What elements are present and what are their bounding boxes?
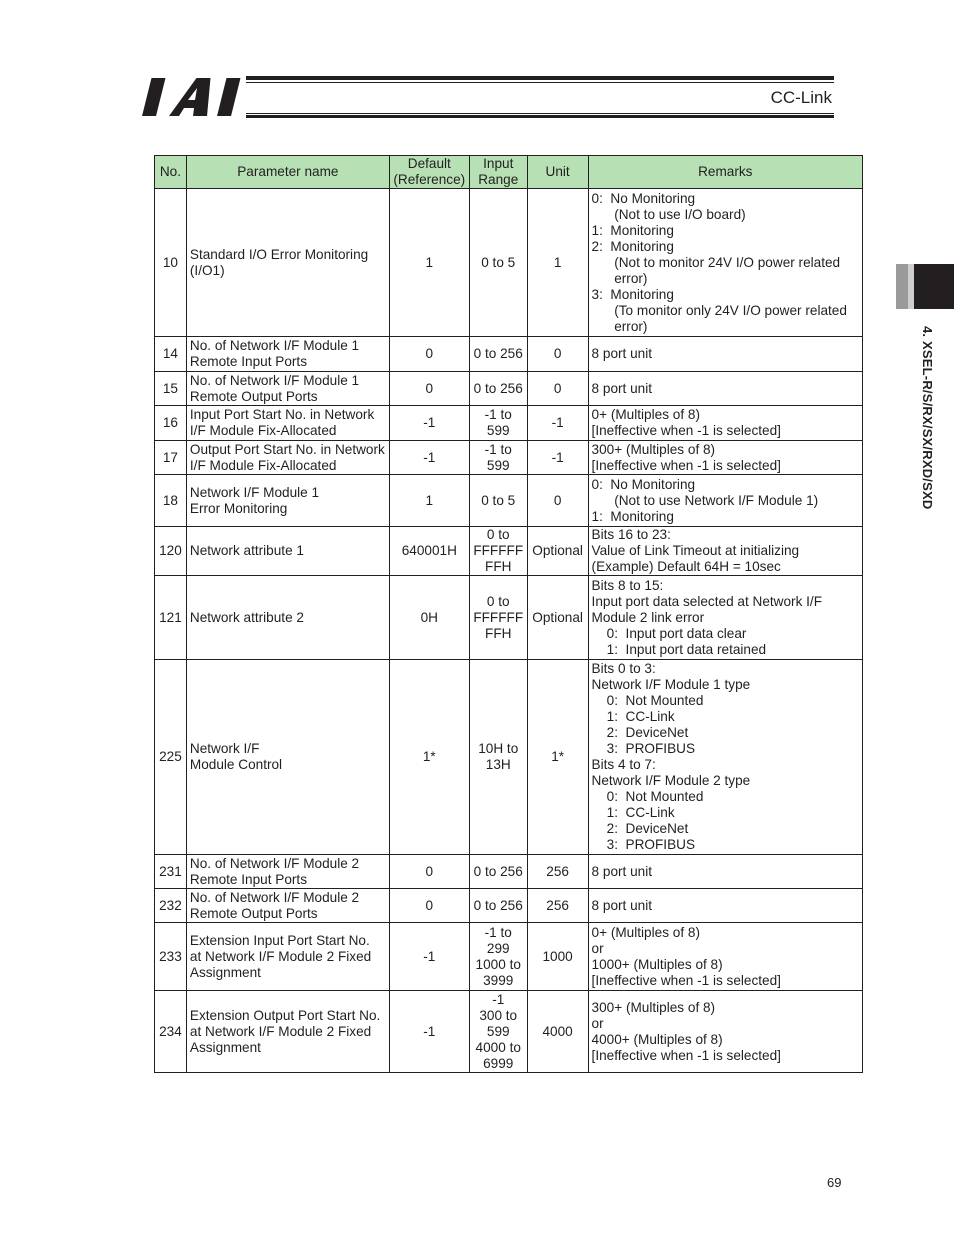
cell-remarks (588, 372, 862, 406)
cell-input-range-line: 0 to 256 (473, 897, 523, 913)
cell-input-range-line: -1 to (484, 441, 512, 457)
cell-remarks-line: Bits 16 to 23: (591, 527, 671, 542)
cell-remarks-line: or (591, 1015, 604, 1031)
cell-input-range-line: 13H (485, 757, 511, 772)
cell-input-range-line: 0 to 256 (473, 863, 523, 879)
cell-no: 15 (155, 372, 187, 406)
cell-parameter-name (186, 991, 389, 1073)
cell-input-range (469, 889, 527, 923)
cell-unit (527, 660, 588, 855)
cell-remarks-line: (To monitor only 24V I/O power related (591, 302, 847, 318)
cell-no: 232 (155, 889, 187, 923)
cell-input-range-line: 0 to 5 (481, 492, 516, 508)
cell-parameter-name-line: Module Control (189, 757, 283, 772)
cell-remarks-line: Value of Link Timeout at initializing (591, 543, 800, 558)
cell-input-range-line: FFFFFF (473, 609, 524, 625)
cell-default (389, 337, 469, 372)
cell-remarks-line: [Ineffective when -1 is selected] (591, 1047, 781, 1063)
cell-remarks (588, 991, 862, 1073)
table-header-row (155, 156, 863, 189)
cell-remarks-line: 2: DeviceNet (591, 725, 689, 740)
cell-remarks-line: (Not to monitor 24V I/O power related (591, 254, 841, 270)
cell-remarks-line: Input port data selected at Network I/F (591, 593, 823, 609)
cell-no: 225 (155, 660, 187, 855)
cell-remarks-line: [Ineffective when -1 is selected] (591, 972, 781, 988)
table-row (155, 527, 863, 576)
cell-no: 121 (155, 576, 187, 660)
cell-remarks-line: 1: CC-Link (591, 709, 675, 724)
cell-remarks-line: Bits 4 to 7: (591, 757, 656, 772)
cell-input-range-line: 599 (486, 457, 510, 473)
cell-input-range (469, 991, 527, 1073)
cell-default (389, 660, 469, 855)
table-row (155, 923, 863, 991)
cell-parameter-name (186, 889, 389, 923)
cell-remarks-line: 300+ (Multiples of 8) (591, 999, 716, 1015)
chapter-tab-label: 4. XSEL-R/S/RX/SX/RXD/SXD (920, 326, 935, 510)
page-number: 69 (827, 1175, 842, 1190)
cell-input-range-line: 0 to (486, 593, 510, 609)
table-row (155, 189, 863, 337)
table-row (155, 337, 863, 372)
cell-unit (527, 923, 588, 991)
cell-parameter-name-line: Assignment (189, 1039, 261, 1055)
cell-remarks (588, 475, 862, 527)
cell-unit-line: 0 (553, 380, 562, 396)
cell-remarks (588, 855, 862, 889)
cell-unit (527, 441, 588, 475)
cell-unit-line: 0 (553, 492, 562, 508)
cell-input-range-line: 4000 to (475, 1039, 521, 1055)
cell-remarks-line: 0+ (Multiples of 8) (591, 924, 700, 940)
cell-remarks (588, 406, 862, 441)
cell-remarks-line: 2: DeviceNet (591, 821, 689, 836)
cell-parameter-name (186, 372, 389, 406)
cell-input-range-line: 599 (486, 423, 510, 438)
cell-remarks (588, 889, 862, 923)
cell-parameter-name-line: at Network I/F Module 2 Fixed (189, 1023, 372, 1039)
cell-remarks-line: [Ineffective when -1 is selected] (591, 457, 781, 473)
cell-remarks-line: 1: Input port data retained (591, 641, 767, 657)
cell-default (389, 855, 469, 889)
cell-remarks-line: 0+ (Multiples of 8) (591, 407, 700, 422)
cell-default-line: 0 (425, 897, 434, 913)
parameter-table (154, 155, 863, 1073)
cell-remarks-line: 4000+ (Multiples of 8) (591, 1031, 723, 1047)
cell-default (389, 889, 469, 923)
cell-remarks-line: 0: No Monitoring (591, 190, 696, 206)
cell-input-range (469, 475, 527, 527)
cell-unit (527, 527, 588, 576)
cell-parameter-name (186, 576, 389, 660)
cell-default-line: 0 (425, 346, 434, 361)
cell-input-range-line: 10H to (478, 741, 519, 756)
cell-default (389, 923, 469, 991)
cell-remarks-line: 8 port unit (591, 897, 653, 913)
cell-unit-line: -1 (551, 415, 564, 430)
cell-input-range (469, 527, 527, 576)
cell-remarks (588, 441, 862, 475)
cell-remarks (588, 923, 862, 991)
cell-parameter-name-line: Remote Input Ports (189, 354, 308, 369)
cell-parameter-name-line: Remote Input Ports (189, 871, 308, 887)
cell-parameter-name (186, 337, 389, 372)
cell-input-range (469, 923, 527, 991)
cell-default (389, 441, 469, 475)
col-header-remarks: Remarks (588, 156, 862, 189)
cell-remarks-line: Network I/F Module 1 type (591, 677, 751, 692)
cell-unit (527, 576, 588, 660)
cell-remarks (588, 189, 862, 337)
cell-parameter-name-line: Standard I/O Error Monitoring (189, 246, 369, 262)
cell-parameter-name-line: at Network I/F Module 2 Fixed (189, 948, 372, 964)
cell-no: 120 (155, 527, 187, 576)
cell-parameter-name-line: Network attribute 1 (189, 543, 304, 558)
cell-remarks-line: 3: PROFIBUS (591, 837, 696, 852)
cell-default-line: -1 (423, 1023, 436, 1039)
cell-default-line: 0 (425, 863, 434, 879)
cell-parameter-name-line: I/F Module Fix-Allocated (189, 423, 337, 438)
cell-input-range (469, 372, 527, 406)
cell-no: 10 (155, 189, 187, 337)
cell-default (389, 189, 469, 337)
cell-unit-line: -1 (551, 449, 564, 465)
cell-parameter-name-line: Error Monitoring (189, 500, 288, 516)
cell-default-line: 1 (425, 254, 434, 270)
cell-input-range-line: -1 to (484, 924, 512, 940)
cell-input-range-line: 0 to (486, 527, 510, 542)
cell-default-line: 1* (422, 749, 436, 764)
cell-remarks-line: error) (591, 318, 648, 334)
cell-default (389, 991, 469, 1073)
table-row (155, 406, 863, 441)
cell-input-range (469, 660, 527, 855)
cell-unit (527, 855, 588, 889)
col-header-parameter-name: Parameter name (186, 156, 389, 189)
section-title: CC-Link (770, 88, 832, 107)
cell-input-range-line: 0 to 256 (473, 380, 523, 396)
cell-unit (527, 406, 588, 441)
table-row (155, 372, 863, 406)
col-header-unit: Unit (527, 156, 588, 189)
table-row (155, 475, 863, 527)
col-header-no: No. (155, 156, 187, 189)
table-row (155, 441, 863, 475)
cell-default-line: 1 (425, 492, 434, 508)
cell-input-range-line: FFH (485, 625, 512, 641)
cell-remarks-line: 0: Not Mounted (591, 789, 704, 804)
cell-parameter-name (186, 475, 389, 527)
cell-input-range-line: 300 to (479, 1007, 518, 1023)
cell-input-range-line: 0 to 5 (481, 254, 516, 270)
cell-parameter-name-line: No. of Network I/F Module 1 (189, 372, 360, 388)
cell-input-range (469, 576, 527, 660)
cell-default (389, 406, 469, 441)
cell-default (389, 527, 469, 576)
cell-unit-line: 4000 (542, 1023, 573, 1039)
cell-default-line: 640001H (401, 543, 457, 558)
table-row (155, 576, 863, 660)
cell-unit (527, 475, 588, 527)
cell-input-range (469, 855, 527, 889)
cell-remarks-line: 0: Not Mounted (591, 693, 704, 708)
cell-input-range-line: 3999 (483, 972, 514, 988)
cell-remarks-line: Bits 0 to 3: (591, 661, 656, 676)
cell-unit-line: 1 (553, 254, 562, 270)
cell-remarks-line: 0: No Monitoring (591, 476, 696, 492)
cell-input-range-line: FFFFFF (473, 543, 524, 558)
cell-input-range (469, 337, 527, 372)
cell-parameter-name-line: (I/O1) (189, 262, 225, 278)
cell-unit-line: 1000 (542, 948, 573, 964)
cell-input-range-line: -1 (492, 991, 505, 1007)
cell-unit-line: Optional (532, 609, 583, 625)
cell-remarks-line: (Not to use I/O board) (591, 206, 746, 222)
cell-no: 17 (155, 441, 187, 475)
cell-unit-line: 256 (546, 897, 569, 913)
cell-unit (527, 189, 588, 337)
cell-remarks-line: 3: Monitoring (591, 286, 674, 302)
cell-parameter-name-line: Network I/F Module 1 (189, 484, 320, 500)
cell-remarks (588, 576, 862, 660)
cell-unit-line: 0 (553, 346, 562, 361)
cell-no: 231 (155, 855, 187, 889)
chapter-tab (896, 264, 954, 309)
cell-unit (527, 991, 588, 1073)
cell-remarks-line: 1: Monitoring (591, 508, 674, 524)
cell-remarks (588, 660, 862, 855)
cell-parameter-name (186, 923, 389, 991)
cell-parameter-name-line: Remote Output Ports (189, 388, 318, 404)
cell-parameter-name-line: Remote Output Ports (189, 905, 318, 921)
cell-no: 234 (155, 991, 187, 1073)
cell-parameter-name (186, 406, 389, 441)
cell-parameter-name (186, 441, 389, 475)
cell-remarks-line: 1: Monitoring (591, 222, 674, 238)
cell-default-line: 0 (425, 380, 434, 396)
table-row (155, 660, 863, 855)
cell-remarks (588, 527, 862, 576)
col-header-input-range: Input Range (469, 156, 527, 189)
cell-parameter-name (186, 527, 389, 576)
cell-input-range (469, 441, 527, 475)
cell-input-range-line: -1 to (484, 407, 512, 422)
cell-parameter-name-line: No. of Network I/F Module 1 (189, 338, 360, 353)
cell-remarks-line: (Example) Default 64H = 10sec (591, 559, 781, 574)
cell-remarks (588, 337, 862, 372)
cell-default (389, 475, 469, 527)
cell-parameter-name-line: Input Port Start No. in Network (189, 407, 375, 422)
cell-input-range (469, 406, 527, 441)
cell-remarks-line: Module 2 link error (591, 609, 705, 625)
cell-default-line: -1 (423, 948, 436, 964)
cell-default-line: -1 (423, 449, 436, 465)
cell-unit (527, 889, 588, 923)
cell-parameter-name-line: Assignment (189, 964, 261, 980)
cell-remarks-line: 1000+ (Multiples of 8) (591, 956, 723, 972)
cell-remarks-line: (Not to use Network I/F Module 1) (591, 492, 819, 508)
cell-remarks-line: Network I/F Module 2 type (591, 773, 751, 788)
cell-input-range-line: 0 to 256 (473, 346, 523, 361)
cell-remarks-line: 300+ (Multiples of 8) (591, 441, 716, 457)
cell-input-range-line: 599 (486, 1023, 510, 1039)
cell-default (389, 372, 469, 406)
table-row (155, 991, 863, 1073)
cell-parameter-name (186, 660, 389, 855)
cell-parameter-name-line: Extension Output Port Start No. (189, 1007, 381, 1023)
cell-unit-line: Optional (532, 543, 583, 558)
table-row (155, 889, 863, 923)
cell-input-range (469, 189, 527, 337)
cell-remarks-line: [Ineffective when -1 is selected] (591, 423, 781, 438)
cell-input-range-line: 1000 to (475, 956, 521, 972)
cell-unit (527, 337, 588, 372)
cell-remarks-line: 1: CC-Link (591, 805, 675, 820)
cell-parameter-name (186, 855, 389, 889)
cell-remarks-line: Bits 8 to 15: (591, 577, 664, 593)
cell-parameter-name-line: Network attribute 2 (189, 609, 304, 625)
iai-logo (139, 76, 245, 118)
cell-input-range-line: 6999 (483, 1055, 514, 1071)
col-header-default: Default (Reference) (389, 156, 469, 189)
cell-remarks-line: 0: Input port data clear (591, 625, 747, 641)
cell-unit-line: 256 (546, 863, 569, 879)
cell-no: 18 (155, 475, 187, 527)
cell-no: 233 (155, 923, 187, 991)
cell-remarks-line: or (591, 940, 604, 956)
cell-input-range-line: 299 (486, 940, 510, 956)
cell-remarks-line: error) (591, 270, 648, 286)
cell-remarks-line: 8 port unit (591, 380, 653, 396)
cell-parameter-name-line: Network I/F (189, 741, 260, 756)
cell-parameter-name-line: No. of Network I/F Module 2 (189, 855, 360, 871)
cell-parameter-name (186, 189, 389, 337)
cell-remarks-line: 8 port unit (591, 346, 653, 361)
cell-default-line: -1 (423, 415, 436, 430)
cell-remarks-line: 3: PROFIBUS (591, 741, 696, 756)
cell-input-range-line: FFH (485, 559, 512, 574)
cell-unit (527, 372, 588, 406)
cell-default (389, 576, 469, 660)
cell-no: 14 (155, 337, 187, 372)
cell-parameter-name-line: Output Port Start No. in Network (189, 441, 385, 457)
table-row (155, 855, 863, 889)
cell-remarks-line: 2: Monitoring (591, 238, 674, 254)
header-rule (246, 76, 834, 118)
cell-parameter-name-line: Extension Input Port Start No. (189, 932, 370, 948)
cell-parameter-name-line: No. of Network I/F Module 2 (189, 889, 360, 905)
cell-remarks-line: 8 port unit (591, 863, 653, 879)
cell-no: 16 (155, 406, 187, 441)
cell-default-line: 0H (420, 609, 438, 625)
cell-parameter-name-line: I/F Module Fix-Allocated (189, 457, 337, 473)
cell-unit-line: 1* (551, 749, 565, 764)
